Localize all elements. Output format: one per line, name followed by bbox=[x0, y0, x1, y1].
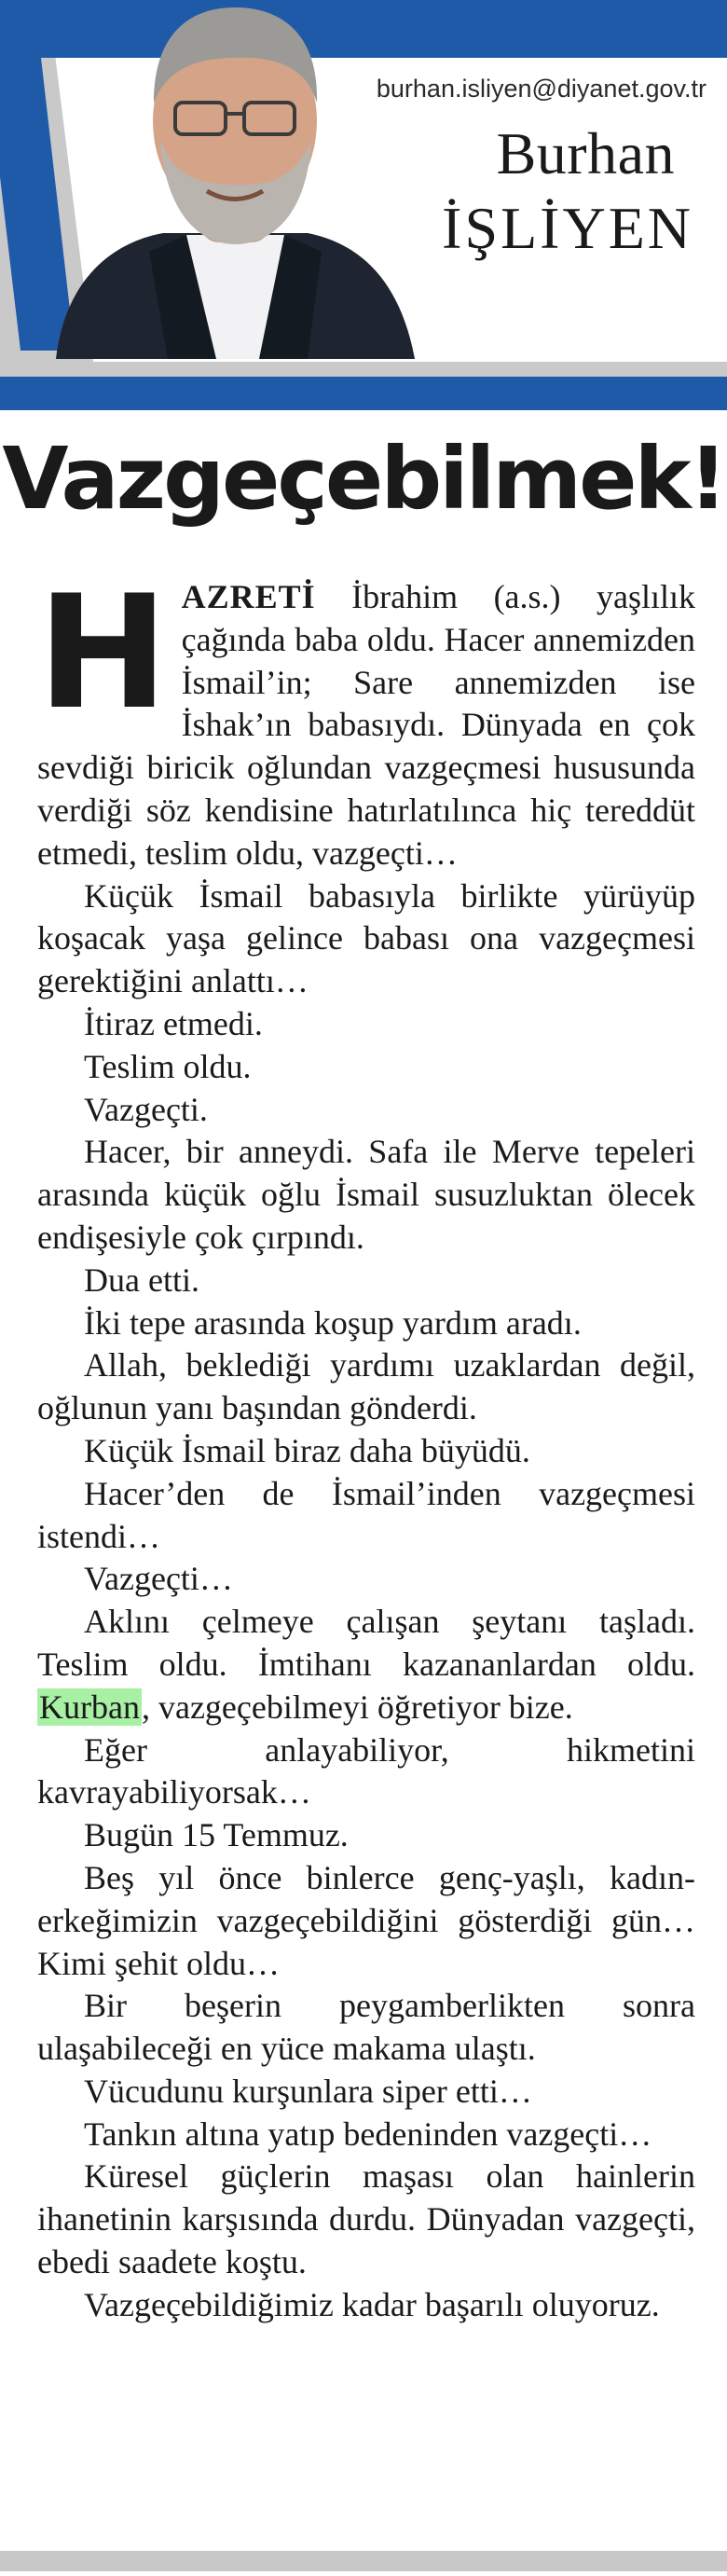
kurban-paragraph bbox=[37, 1601, 695, 1729]
paragraph: Vücudunu kurşunlara siper etti… bbox=[84, 2072, 532, 2110]
kurban-highlight: Kurban bbox=[39, 1687, 140, 1726]
paragraph: Küresel güçlerin maşası olan hainlerin ihanetinin karşısında durdu. Dünyadan vazgeçti, ebedi saadete koştu. bbox=[37, 2157, 695, 2281]
paragraph: Beş yıl önce binlerce genç-yaşlı, kadın-erkeğimizin vazgeçebildiğini gösterdiği gün… Kimi şehit oldu… bbox=[37, 1858, 695, 1982]
paragraph: Tankın altına yatıp bedeninden vazgeçti… bbox=[84, 2115, 652, 2153]
author-header bbox=[0, 0, 727, 410]
paragraph: Vazgeçti… bbox=[84, 1560, 233, 1598]
paragraph: Hacer’den de İsmail’inden vazgeçmesi istendi… bbox=[37, 1474, 695, 1555]
article-body bbox=[37, 576, 695, 2327]
lead-caps: AZRETİ bbox=[181, 578, 316, 615]
header-bottom-band bbox=[0, 377, 727, 410]
paragraph: Bugün 15 Temmuz. bbox=[84, 1816, 349, 1854]
paragraph: Hacer, bir anneydi. Safa ile Merve tepeleri arasında küçük oğlu İsmail susuzluktan ölecek endişesiyle çok çırpındı. bbox=[37, 1133, 695, 1256]
author-photo bbox=[56, 7, 415, 359]
paragraph: Bir beşerin peygamberlikten sonra ulaşabileceği en yüce makama ulaştı. bbox=[37, 1987, 695, 2068]
paragraph: Dua etti. bbox=[84, 1260, 199, 1299]
paragraph: Vazgeçebildiğimiz kadar başarılı oluyoruz. bbox=[84, 2285, 660, 2323]
author-last-name: İŞLİYEN bbox=[442, 195, 693, 261]
paragraph: Eğer anlayabiliyor, hikmetini kavrayabiliyorsak… bbox=[37, 1730, 695, 1811]
drop-cap: H bbox=[37, 576, 169, 744]
footer-bar bbox=[0, 2551, 727, 2571]
header-top-band bbox=[0, 0, 727, 58]
kurban-before: Aklını çelmeye çalışan şeytanı taşladı. Teslim oldu. İmtihanı kazananlardan oldu. bbox=[37, 1603, 695, 1683]
author-email[interactable]: burhan.isliyen@diyanet.gov.tr bbox=[376, 75, 706, 103]
author-first-name: Burhan bbox=[496, 120, 675, 186]
paragraph: İki tepe arasında koşup yardım aradı. bbox=[84, 1303, 582, 1342]
paragraph: Teslim oldu. bbox=[84, 1047, 252, 1085]
kurban-after: , vazgeçebilmeyi öğretiyor bize. bbox=[141, 1687, 573, 1726]
paragraph: Küçük İsmail biraz daha büyüdü. bbox=[84, 1431, 530, 1469]
paragraph: Vazgeçti. bbox=[84, 1090, 208, 1128]
article-title: Vazgeçebilmek! bbox=[2, 429, 725, 529]
lead-paragraph bbox=[37, 576, 695, 875]
paragraph: Allah, beklediği yardımı uzaklardan değil, oğlunun yanı başından gönderdi. bbox=[37, 1346, 695, 1427]
paragraph: İtiraz etmedi. bbox=[84, 1004, 263, 1042]
lead-text: İbrahim (a.s.) yaşlılık çağında baba oldu. Hacer annemizden İsmail’in; Sare annemizden ise İshak’ın babasıydı. Dünyada en çok sevdiği biricik oğlundan vazgeçmesi hususunda verdiği söz kendisine hatırlatılınca hiç tereddüt etmedi, teslim oldu, vazgeçti… bbox=[37, 578, 695, 872]
paragraph: Küçük İsmail babasıyla birlikte yürüyüp koşacak yaşa gelince babası ona vazgeçmesi gerektiğini anlattı… bbox=[37, 876, 695, 1000]
